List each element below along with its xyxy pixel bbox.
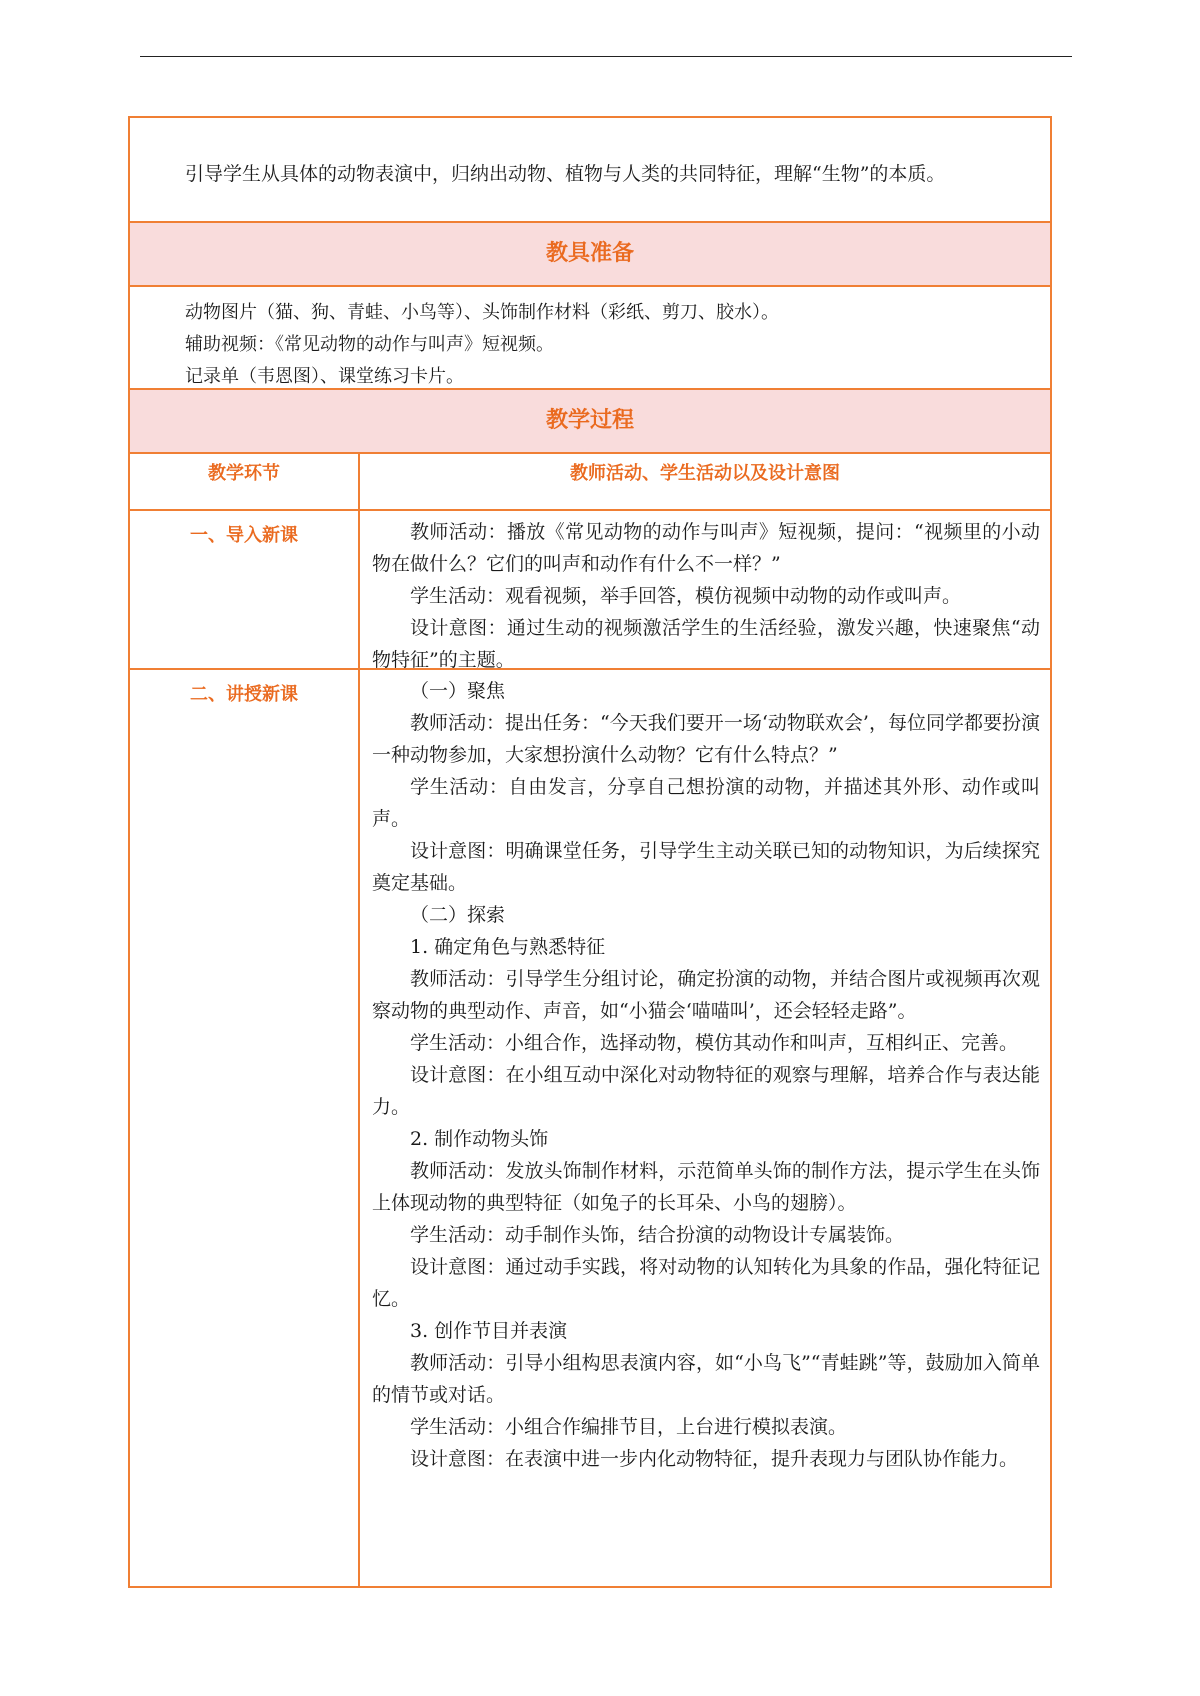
col-header-stage: 教学环节 (130, 454, 360, 509)
paragraph: 设计意图：通过生动的视频激活学生的生活经验，激发兴趣，快速聚焦“动物特征”的主题。 (372, 617, 1040, 671)
header-rule (140, 56, 1072, 57)
stage-label: 二、讲授新课 (130, 670, 360, 1586)
prep-line: 动物图片（猫、狗、青蛙、小鸟等）、头饰制作材料（彩纸、剪刀、胶水）。 (185, 302, 779, 323)
paragraph: 学生活动：观看视频，举手回答，模仿视频中动物的动作或叫声。 (410, 585, 962, 607)
paragraph: 设计意图：在表演中进一步内化动物特征，提升表现力与团队协作能力。 (410, 1448, 1019, 1470)
prep-line: 记录单（韦恩图）、课堂练习卡片。 (185, 366, 464, 387)
intro-text: 引导学生从具体的动物表演中，归纳出动物、植物与人类的共同特征，理解“生物”的本质。 (185, 163, 946, 185)
stage-body (360, 670, 1050, 1586)
paragraph: 3. 创作节目并表演 (410, 1320, 568, 1342)
paragraph: 设计意图：通过动手实践，将对动物的认知转化为具象的作品，强化特征记忆。 (372, 1256, 1040, 1310)
process-heading: 教学过程 (130, 390, 1050, 452)
paragraph: 设计意图：明确课堂任务，引导学生主动关联已知的动物知识，为后续探究奠定基础。 (372, 840, 1040, 894)
prep-content (130, 287, 1050, 388)
prep-heading: 教具准备 (130, 223, 1050, 285)
paragraph: （一）聚焦 (410, 680, 506, 702)
paragraph: 学生活动：小组合作，选择动物，模仿其动作和叫声，互相纠正、完善。 (410, 1032, 1019, 1054)
paragraph: 学生活动：自由发言，分享自己想扮演的动物，并描述其外形、动作或叫声。 (372, 776, 1040, 830)
lesson-plan-table (128, 116, 1052, 1588)
paragraph: 教师活动：播放《常见动物的动作与叫声》短视频，提问：“视频里的小动物在做什么？它们的叫声和动作有什么不一样？” (372, 521, 1040, 575)
prep-line: 辅助视频：《常见动物的动作与叫声》短视频。 (185, 334, 554, 355)
prep-content-row (130, 285, 1050, 388)
paragraph: 教师活动：引导学生分组讨论，确定扮演的动物，并结合图片或视频再次观察动物的典型动作、声音，如“小猫会‘喵喵叫’，还会轻轻走路”。 (372, 968, 1040, 1022)
stage-body (360, 511, 1050, 671)
col-header-activities: 教师活动、学生活动以及设计意图 (570, 463, 840, 484)
column-header-row (130, 452, 1050, 509)
prep-heading-row (130, 221, 1050, 285)
paragraph: 2. 制作动物头饰 (410, 1128, 549, 1150)
paragraph: 教师活动：引导小组构思表演内容，如“小鸟飞”“青蛙跳”等，鼓励加入简单的情节或对话。 (372, 1352, 1040, 1406)
paragraph: 教师活动：提出任务：“今天我们要开一场‘动物联欢会’，每位同学都要扮演一种动物参加，大家想扮演什么动物？它有什么特点？” (372, 712, 1040, 766)
paragraph: 教师活动：发放头饰制作材料，示范简单头饰的制作方法，提示学生在头饰上体现动物的典型特征（如兔子的长耳朵、小鸟的翅膀）。 (372, 1160, 1040, 1214)
intro-row (130, 118, 1050, 221)
paragraph: 设计意图：在小组互动中深化对动物特征的观察与理解，培养合作与表达能力。 (372, 1064, 1040, 1118)
stage-row-intro (130, 509, 1050, 671)
paragraph: （二）探索 (410, 904, 506, 926)
stage-row-teaching (130, 668, 1050, 1586)
process-heading-row (130, 388, 1050, 452)
paragraph: 1. 确定角色与熟悉特征 (410, 936, 606, 958)
stage-label: 一、导入新课 (130, 511, 360, 668)
paragraph: 学生活动：动手制作头饰，结合扮演的动物设计专属装饰。 (410, 1224, 905, 1246)
paragraph: 学生活动：小组合作编排节目，上台进行模拟表演。 (410, 1416, 848, 1438)
